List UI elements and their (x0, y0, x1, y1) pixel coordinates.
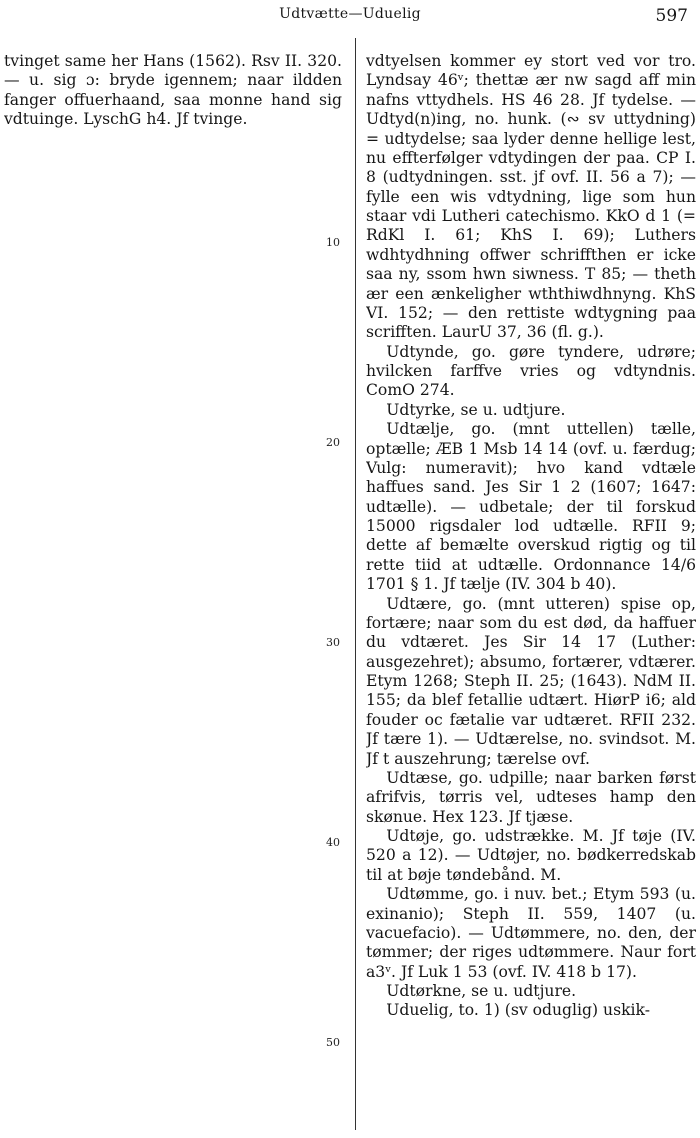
line-number: 40 (326, 836, 340, 849)
line-number: 20 (326, 436, 340, 449)
left-paragraph: tvinget same her Hans (1562). Rsv II. 320. — u. sig ɔ: bryde igennem; naar ildden fanger offuerhaand, saa monne hand sig vdtuinge. LyschG h4. Jf tvinge. (4, 52, 342, 129)
line-number: 10 (326, 236, 340, 249)
right-paragraph: Udtælje, go. (mnt uttellen) tælle, optælle; ÆB 1 Msb 14 14 (ovf. u. færdug; Vulg: numeravit); hvo kand vdtæle haffues sand. Jes Sir 1 2 (1607; 1647: udtælle). — udbetale; der til forskud 15000 rigsdaler lod udtælle. RFII 9; dette af bemælte overskud rigtig og til rette tiid at udtælle. Ordonnance 14/6 1701 § 1. Jf tælje (IV. 304 b 40). (366, 420, 696, 594)
right-paragraph: vdtyelsen kommer ey stort ved vor tro. Lyndsay 46ᵛ; thettæ ær nw sagd aff min nafns vttydhels. HS 46 28. Jf tydelse. — Udtyd(n)ing, no. hunk. (∾ sv uttydning) = udtydelse; saa lyder denne hellige lest, nu effterfølger vdtydingen der paa. CP I. 8 (udtydningen. sst. jf ovf. II. 56 a 7); — fylle een wis vdtydning, lige som hun staar vdi Lutheri catechismo. KkO d 1 (= RdKl I. 61; KhS I. 69); Luthers wdhtydhning offwer schriffthen er icke saa ny, ssom hwn siwness. T 85; — theth ær een ænkeligher wththiwdhnyng. KhS VI. 152; — den rettiste wdtygning paa scrifften. LaurU 37, 36 (fl. g.). (366, 52, 696, 342)
right-paragraph: Udtyrke, se u. udtjure. (386, 400, 566, 419)
right-paragraph: Udtøje, go. udstrække. M. Jf tøje (IV. 520 a 12). — Udtøjer, no. bødkerredskab til at bøje tøndebånd. M. (366, 827, 696, 884)
page-number: 597 (655, 6, 688, 26)
running-title: Udtvætte—Uduelig (279, 6, 421, 22)
right-paragraph: Udtæse, go. udpille; naar barken først afrifvis, tørris vel, udteses hamp den skønue. Hex 123. Jf tjæse. (366, 768, 696, 826)
right-paragraph: Uduelig, to. 1) (sv oduglig) uskik- (386, 1001, 650, 1020)
line-number: 30 (326, 636, 340, 649)
line-number: 50 (326, 1036, 340, 1049)
right-paragraph: Udtørkne, se u. udtjure. (386, 982, 577, 1000)
right-column (366, 52, 696, 1132)
running-header (0, 6, 700, 34)
right-paragraph: Udtynde, go. gøre tyndere, udrøre; hvilcken farffve vries og vdtyndnis. ComO 274. (366, 342, 696, 400)
right-paragraph: Udtære, go. (mnt utteren) spise op, fortære; naar som du est død, da haffuer du vdtæret. Jes Sir 14 17 (Luther: ausgezehret); absumo, fortærer, vdtærer. Etym 1268; Steph II. 25; (1643). NdM II. 155; da blef fetallie udtært. HiørP i6; ald fouder oc fætalie var udtæret. RFII 232. Jf tære 1). — Udtærelse, no. svindsot. M. Jf t auszehrung; tærelse ovf. (366, 594, 696, 768)
right-paragraph: Udtømme, go. i nuv. bet.; Etym 593 (u. exinanio); Steph II. 559, 1407 (u. vacuefacio). — Udtømmere, no. den, der tømmer; der riges udtømmere. Naur fort a3ᵛ. Jf Luk 1 53 (ovf. IV. 418 b 17). (366, 885, 696, 981)
left-column (4, 52, 342, 1132)
column-divider (355, 38, 356, 1130)
